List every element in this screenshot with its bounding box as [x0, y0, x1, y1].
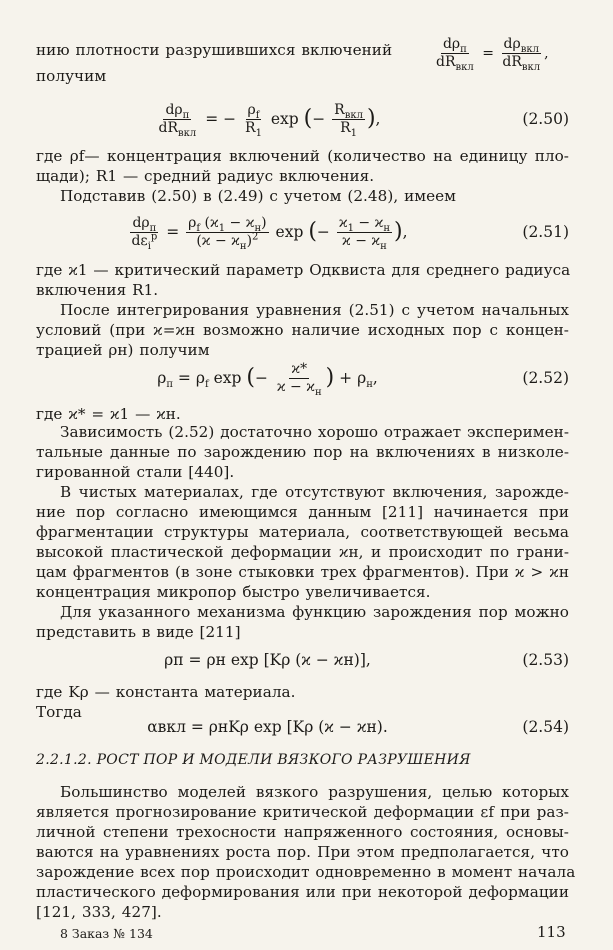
- equation-2-51: $\frac{d\rho_п}{d\varepsilon_i^p}$ = $\frac{\rho_f (ϰ_1 - ϰ_н)}{(ϰ - ϰ_н)^2}$ exp ( − $\frac{ϰ_1 - ϰ_н}{ϰ - ϰ_н}$ ) , (2.51): [131, 214, 569, 252]
- equation-2-53: ρп = ρн exp [Kρ (ϰ − ϰн)], (2.53): [164, 651, 569, 669]
- text-line: где ϰ1 — критический параметр Одквиста для среднего радиуса: [36, 261, 571, 279]
- text-line: фрагментации структуры материала, соответствующей весьма: [36, 523, 569, 541]
- equation-2-54-body: αвкл = ρнKρ exp [Kρ (ϰ − ϰн). (2.54): [147, 718, 569, 736]
- text-line: личной степени трехосности напряженного состояния, основы-: [36, 823, 569, 841]
- text-line: цам фрагментов (в зоне стыковки трех фрагментов). При ϰ > ϰн: [36, 563, 569, 581]
- text-line: тальные данные по зарождению пор на включениях в низколе-: [36, 443, 569, 461]
- text-line: условий (при ϰ=ϰн возможно наличие исходных пор с концен-: [36, 321, 569, 339]
- text-line: зарождение всех пор происходит одновременно в момент начала: [36, 863, 576, 881]
- text-line: гированной стали [440].: [36, 463, 235, 481]
- text-line: является прогнозирование критической деформации εf при раз-: [36, 803, 569, 821]
- text-line: пластического деформирования или при некоторой деформации: [36, 883, 569, 901]
- text-line: где Kρ — константа материала.: [36, 683, 296, 701]
- text-line: где ρf— концентрация включений (количество на единицу пло-: [36, 147, 569, 165]
- text-line: После интегрирования уравнения (2.51) с учетом начальных: [60, 301, 569, 319]
- text-line: Большинство моделей вязкого разрушения, целью которых: [60, 783, 569, 801]
- text-line: Зависимость (2.52) достаточно хорошо отражает эксперимен-: [60, 423, 570, 441]
- text-line: [121, 333, 427].: [36, 903, 162, 921]
- text-line: Для указанного механизма функцию зарождения пор можно: [60, 603, 569, 621]
- equation-2-50: $\frac{d\rho_п}{dR_{вкл}}$ = − $\frac{\rho_f}{R_1}$ exp ( − $\frac{R_{вкл}}{R_1}$ ) , (2.50): [158, 101, 569, 139]
- text-line: получим: [36, 67, 107, 85]
- text-line: высокой пластической деформации ϰн, и происходит по грани-: [36, 543, 569, 561]
- text-line: включения R1.: [36, 281, 159, 299]
- inline-equation: $\frac{d\rho_п}{dR_{вкл}}$ = $\frac{d\rho_{вкл}}{dR_{вкл}}$ ,: [436, 36, 549, 73]
- text-line: Подставив (2.50) в (2.49) с учетом (2.48), имеем: [60, 187, 457, 205]
- section-heading: 2.2.1.2. РОСТ ПОР И МОДЕЛИ ВЯЗКОГО РАЗРУШЕНИЯ: [36, 752, 471, 768]
- page-number: 113: [537, 923, 566, 941]
- text-line: ваются на уравнениях роста пор. При этом предполагается, что: [36, 843, 569, 861]
- text-line: Тогда: [36, 703, 82, 721]
- text-line: где ϰ* = ϰ1 — ϰн.: [36, 405, 181, 423]
- signature-mark: 8 Заказ № 134: [60, 926, 153, 941]
- text-line: концентрация микропор быстро увеличивается.: [36, 583, 431, 601]
- text-line: нию плотности разрушившихся включений: [36, 41, 393, 59]
- text-line: щади); R1 — средний радиус включения.: [36, 167, 375, 185]
- text-line: представить в виде [211]: [36, 623, 241, 641]
- text-line: В чистых материалах, где отсутствуют включения, зарожде-: [60, 483, 569, 501]
- text-line: трацией ρн) получим: [36, 341, 210, 359]
- text-line: ние пор согласно имеющимся данным [211] начинается при: [36, 503, 569, 521]
- equation-2-52: $\rho_п = \rho_f$ exp ( − $\frac{ϰ*}{ϰ - ϰ_н}$ ) + $\rho_н$, (2.52): [157, 360, 569, 398]
